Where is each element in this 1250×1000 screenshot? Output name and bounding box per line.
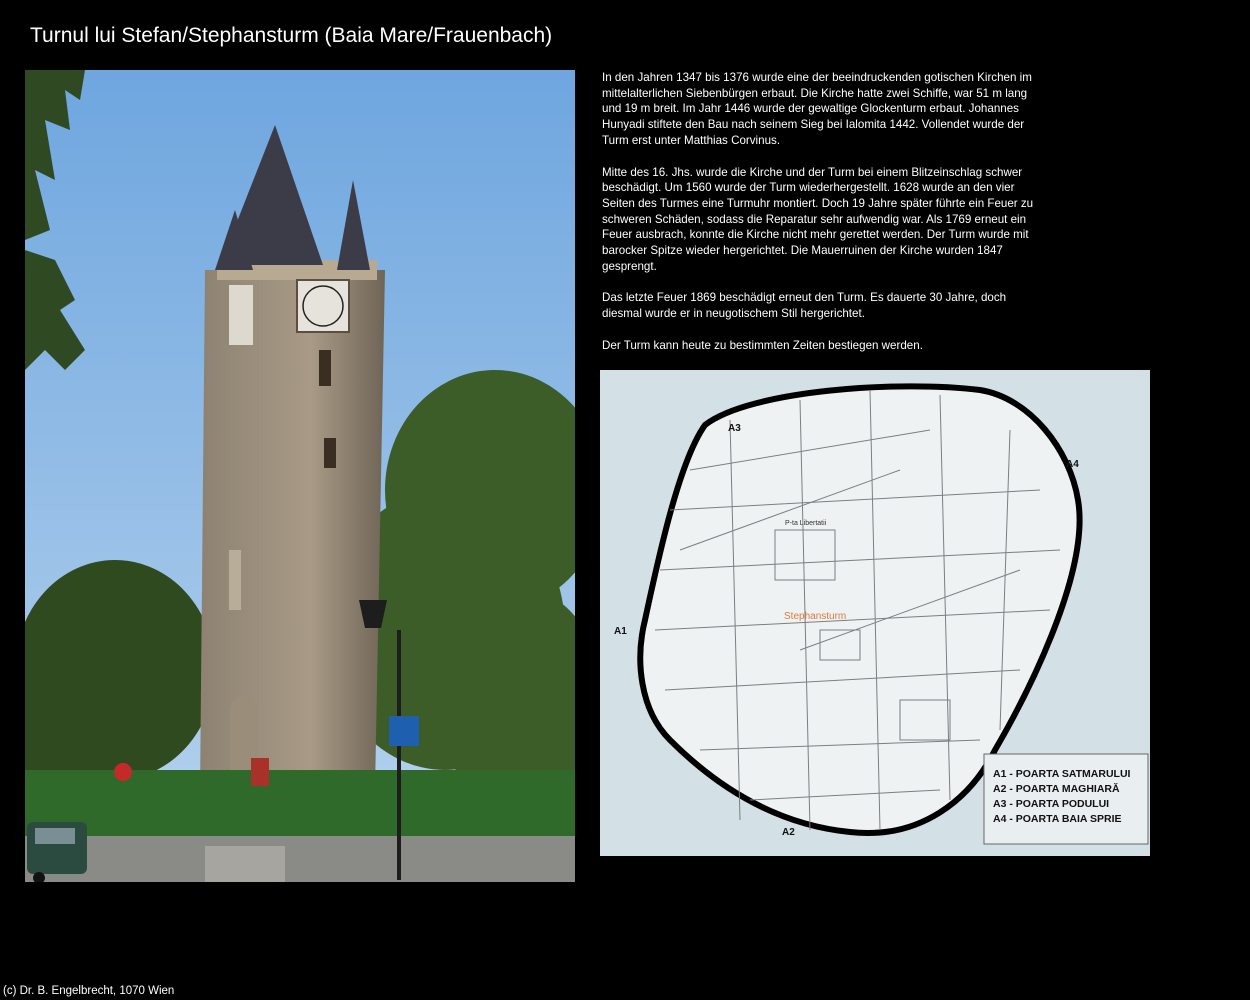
parked-car [27, 822, 87, 882]
description-paragraph: Das letzte Feuer 1869 beschädigt erneut den Turm. Es dauerte 30 Jahre, doch diesmal wurde er in neugotischem Stil hergerichtet. [602, 291, 1007, 321]
page-title: Turnul lui Stefan/Stephansturm (Baia Mare/Frauenbach) [30, 24, 553, 47]
description [602, 70, 1042, 370]
description-paragraph: Der Turm kann heute zu bestimmten Zeiten bestiegen werden. [602, 338, 923, 352]
gate-label: A1 [614, 626, 627, 637]
tower-location-label: Stephansturm [784, 611, 847, 622]
copyright-footer: (c) Dr. B. Engelbrecht, 1070 Wien [3, 985, 175, 997]
square-label: P-ta Libertatii [785, 520, 827, 527]
description-paragraph: In den Jahren 1347 bis 1376 wurde eine der beeindruckenden gotischen Kirchen im mittelalterlichen Siebenbürgen erbaut. Die Kirche hatte zwei Schiffe, war 51 m lang und 19 m breit. Im Jahr 1446 wurde der gewaltige Glockenturm erbaut. Johannes Hunyadi stiftete den Bau nach seinem Sieg bei Ialomita 1442. Vollendet wurde der Turm erst unter Matthias Corvinus. [602, 71, 1032, 147]
legend-item: A3 - POARTA PODULUI [993, 798, 1110, 810]
tower-photo [25, 70, 575, 882]
legend-item: A1 - POARTA SATMARULUI [993, 768, 1131, 780]
old-town-map-illustration [600, 370, 1150, 856]
gate-label: A3 [728, 423, 741, 434]
legend-item: A4 - POARTA BAIA SPRIE [993, 813, 1122, 825]
tower-photo-illustration [25, 70, 575, 882]
crosswalk-sign [389, 716, 419, 746]
no-parking-sign [114, 763, 132, 781]
legend-item: A2 - POARTA MAGHIARĂ [993, 783, 1120, 795]
gate-label: A2 [782, 827, 795, 838]
description-paragraph: Mitte des 16. Jhs. wurde die Kirche und der Turm bei einem Blitzeinschlag schwer beschädigt. Um 1560 wurde der Turm wiederhergestellt. 1628 wurde an den vier Seiten des Turmes eine Turmuhr montiert. Doch 19 Jahre später führte ein Feuer zu schweren Schäden, sodass die Reparatur sehr aufwendig war. Als 1769 erneut ein Feuer ausbrach, konnte die Kirche nicht mehr gerettet werden. Der Turm wurde mit barocker Spitze wieder hergerichtet. Die Mauerruinen der Kirche wurden 1847 gesprengt. [602, 165, 1034, 273]
info-sign [251, 758, 269, 786]
map-legend [984, 754, 1148, 844]
gate-label: A4 [1066, 459, 1079, 470]
old-town-map [600, 370, 1150, 856]
